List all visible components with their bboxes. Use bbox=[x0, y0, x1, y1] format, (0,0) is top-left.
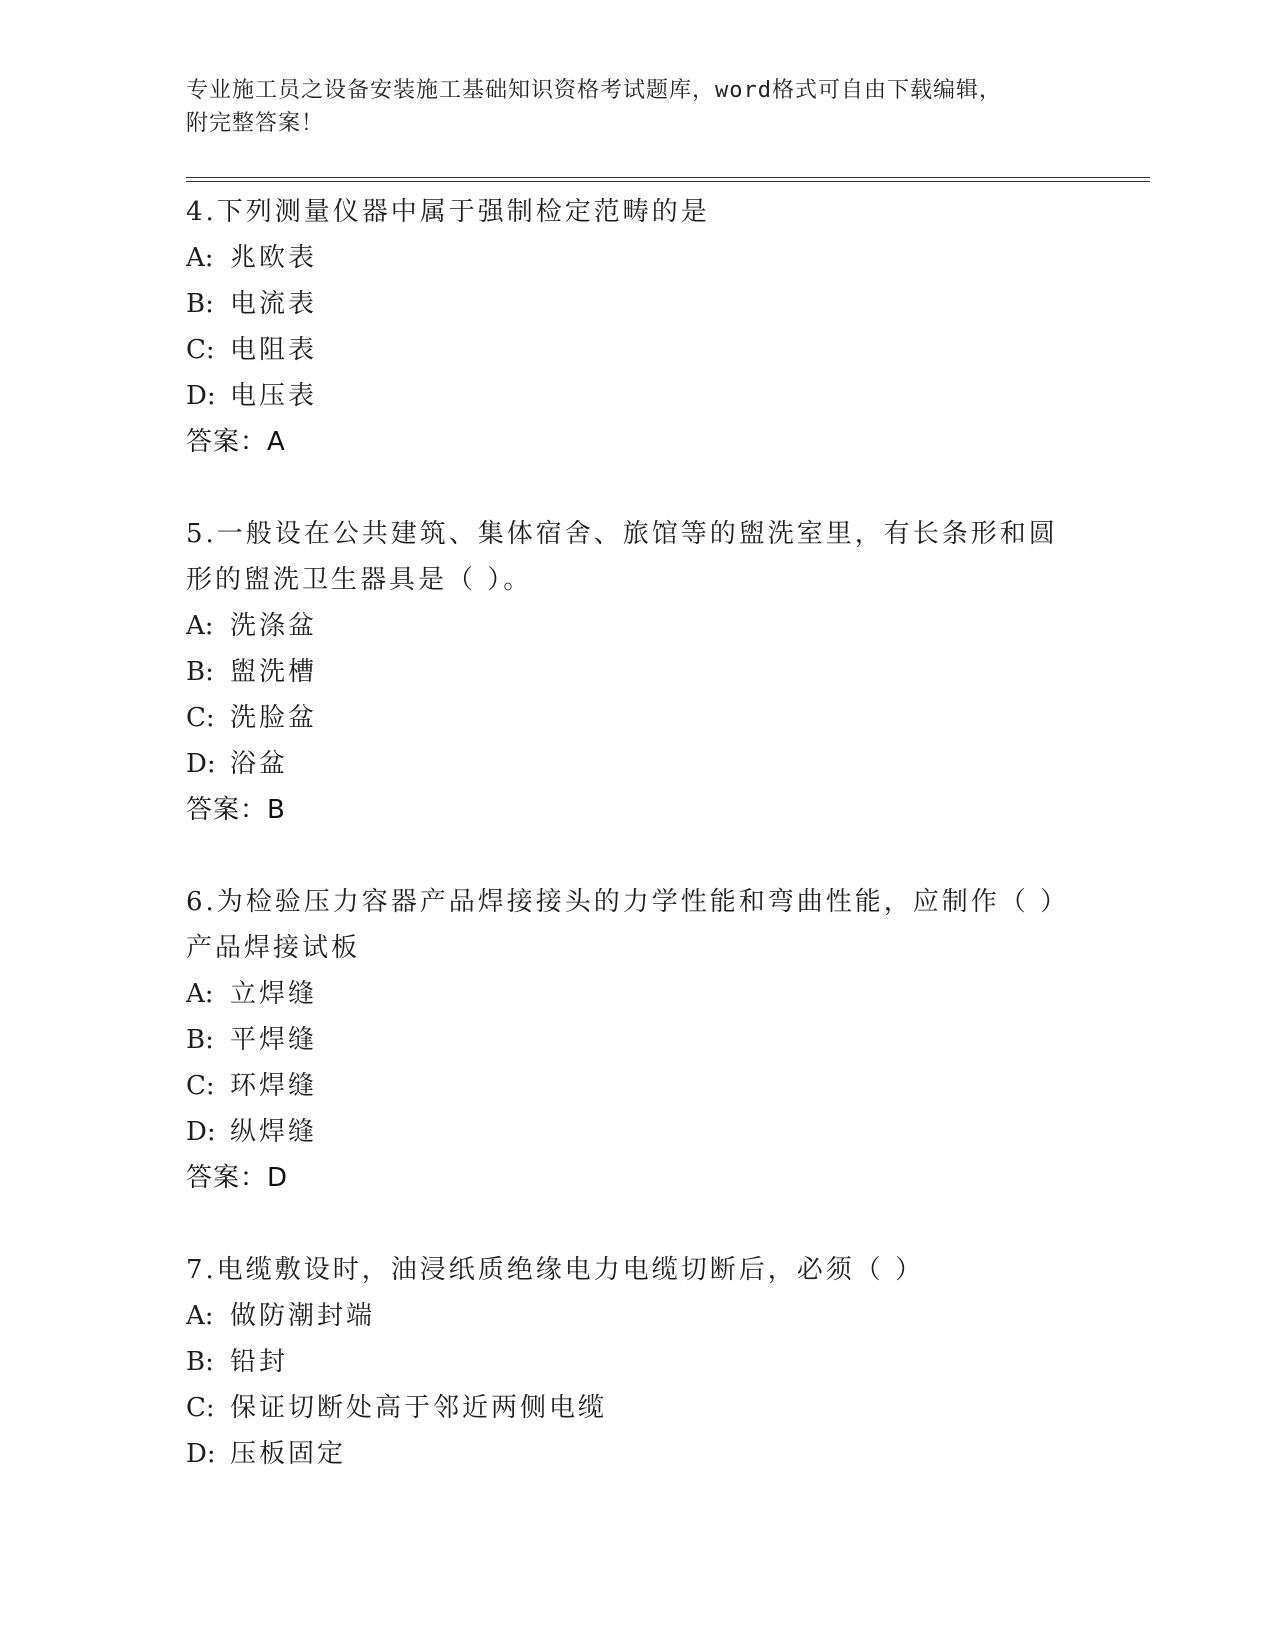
option-a bbox=[186, 1293, 1086, 1339]
option-a bbox=[186, 235, 1086, 281]
option-text: 洗脸盆 bbox=[230, 703, 318, 733]
option-key: A: bbox=[186, 243, 214, 273]
option-key: A: bbox=[186, 611, 214, 641]
option-d bbox=[186, 373, 1086, 419]
option-text: 平焊缝 bbox=[230, 1025, 318, 1055]
question-4 bbox=[186, 189, 1086, 465]
header-line-1: 专业施工员之设备安装施工基础知识资格考试题库，word格式可自由下载编辑， bbox=[186, 78, 1002, 103]
option-key: D: bbox=[186, 749, 216, 779]
question-7 bbox=[186, 1247, 1086, 1477]
option-c bbox=[186, 327, 1086, 373]
option-key: B: bbox=[186, 289, 214, 319]
question-text-continued: 形的盥洗卫生器具是（ ）。 bbox=[186, 565, 533, 595]
option-text: 兆欧表 bbox=[230, 243, 318, 273]
option-text: 压板固定 bbox=[230, 1439, 347, 1469]
header-divider-top bbox=[186, 177, 1150, 178]
option-text: 电压表 bbox=[230, 381, 318, 411]
option-key: C: bbox=[186, 703, 215, 733]
option-text: 纵焊缝 bbox=[230, 1117, 318, 1147]
option-text: 做防潮封端 bbox=[230, 1301, 376, 1331]
question-text: 4.下列测量仪器中属于强制检定范畴的是 bbox=[186, 197, 710, 227]
option-key: C: bbox=[186, 1393, 215, 1423]
option-b bbox=[186, 1339, 1086, 1385]
option-d bbox=[186, 1109, 1086, 1155]
option-text: 浴盆 bbox=[230, 749, 289, 779]
question-6 bbox=[186, 879, 1086, 1201]
answer-line: 答案：D bbox=[186, 1163, 289, 1193]
option-b bbox=[186, 649, 1086, 695]
option-key: B: bbox=[186, 1025, 214, 1055]
option-c bbox=[186, 1063, 1086, 1109]
option-d bbox=[186, 741, 1086, 787]
option-text: 环焊缝 bbox=[230, 1071, 318, 1101]
option-key: C: bbox=[186, 335, 215, 365]
header-line-2: 附完整答案！ bbox=[186, 111, 325, 136]
question-text-continued: 产品焊接试板 bbox=[186, 933, 361, 963]
option-text: 盥洗槽 bbox=[230, 657, 318, 687]
document-header bbox=[186, 74, 1086, 140]
option-c bbox=[186, 695, 1086, 741]
option-text: 保证切断处高于邻近两侧电缆 bbox=[230, 1393, 608, 1423]
option-a bbox=[186, 603, 1086, 649]
question-text: 5.一般设在公共建筑、集体宿舍、旅馆等的盥洗室里，有长条形和圆 bbox=[186, 519, 1058, 549]
option-text: 电流表 bbox=[230, 289, 318, 319]
option-text: 立焊缝 bbox=[230, 979, 318, 1009]
option-b bbox=[186, 1017, 1086, 1063]
question-list bbox=[186, 189, 1086, 1523]
option-key: A: bbox=[186, 979, 214, 1009]
option-key: C: bbox=[186, 1071, 215, 1101]
option-key: A: bbox=[186, 1301, 214, 1331]
question-text: 6.为检验压力容器产品焊接接头的力学性能和弯曲性能，应制作（ ） bbox=[186, 887, 1070, 917]
option-key: D: bbox=[186, 1117, 216, 1147]
answer-line: 答案：B bbox=[186, 795, 286, 825]
header-divider-bottom bbox=[186, 181, 1150, 182]
option-key: B: bbox=[186, 657, 214, 687]
option-b bbox=[186, 281, 1086, 327]
option-key: B: bbox=[186, 1347, 214, 1377]
option-text: 电阻表 bbox=[230, 335, 318, 365]
option-key: D: bbox=[186, 1439, 216, 1469]
question-5 bbox=[186, 511, 1086, 833]
question-text: 7.电缆敷设时，油浸纸质绝缘电力电缆切断后，必须（ ） bbox=[186, 1255, 925, 1285]
option-a bbox=[186, 971, 1086, 1017]
option-key: D: bbox=[186, 381, 216, 411]
option-c bbox=[186, 1385, 1086, 1431]
option-text: 铅封 bbox=[230, 1347, 289, 1377]
option-text: 洗涤盆 bbox=[230, 611, 318, 641]
answer-line: 答案：A bbox=[186, 427, 286, 457]
option-d bbox=[186, 1431, 1086, 1477]
